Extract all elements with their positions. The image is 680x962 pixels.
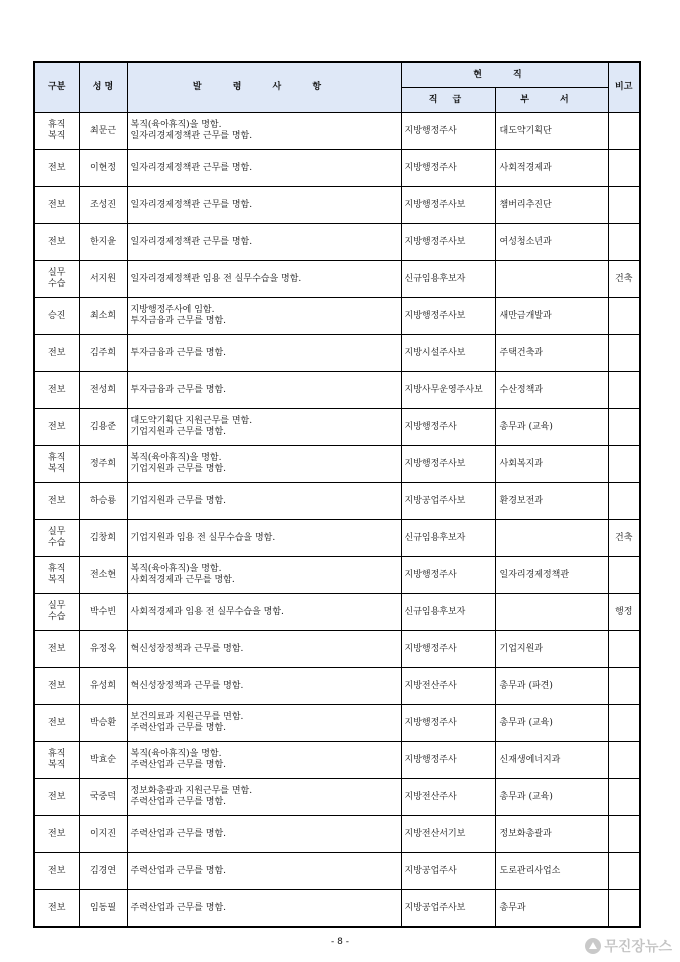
page-number: - 8 - — [331, 937, 349, 947]
note-cell — [608, 113, 640, 150]
dept-cell: 일자리경제정책관 — [495, 557, 608, 594]
note-cell — [608, 446, 640, 483]
table-row — [34, 779, 640, 816]
order-cell: 사회적경제과 임용 전 실무수습을 명함. — [127, 594, 401, 631]
name-cell: 박효순 — [79, 742, 127, 779]
order-cell: 투자금융과 근무를 명함. — [127, 335, 401, 372]
table-row — [34, 594, 640, 631]
note-cell — [608, 742, 640, 779]
category-text: 전보 — [48, 421, 66, 432]
dept-cell: 총무과 (교육) — [495, 409, 608, 446]
name-cell: 김용준 — [79, 409, 127, 446]
category-cell — [34, 890, 79, 928]
order-cell: 일자리경제정책관 근무를 명함. — [127, 150, 401, 187]
header-grade: 직 급 — [401, 88, 495, 113]
grade-cell: 지방행정주사보 — [401, 187, 495, 224]
category-cell — [34, 261, 79, 298]
note-cell — [608, 890, 640, 928]
dept-cell: 총무과 — [495, 890, 608, 928]
order-cell: 일자리경제정책관 근무를 명함. — [127, 187, 401, 224]
table-row — [34, 890, 640, 928]
name-cell: 박수빈 — [79, 594, 127, 631]
category-cell — [34, 113, 79, 150]
order-cell: 복직(육아휴직)을 명함. 사회적경제과 근무를 명함. — [127, 557, 401, 594]
category-text: 휴직 복직 — [48, 749, 66, 770]
dept-cell: 새만금개발과 — [495, 298, 608, 335]
category-text: 휴직 복직 — [48, 564, 66, 585]
grade-cell: 지방공업주사 — [401, 853, 495, 890]
table-row — [34, 483, 640, 520]
note-cell — [608, 853, 640, 890]
category-text: 전보 — [48, 828, 66, 839]
header-dept: 부 서 — [495, 88, 608, 113]
grade-cell: 신규임용후보자 — [401, 594, 495, 631]
dept-cell: 사회복지과 — [495, 446, 608, 483]
table-row — [34, 298, 640, 335]
table-row — [34, 816, 640, 853]
table-row — [34, 520, 640, 557]
table-row — [34, 261, 640, 298]
grade-cell: 지방행정주사 — [401, 113, 495, 150]
note-cell: 건축 — [608, 261, 640, 298]
category-cell — [34, 150, 79, 187]
dept-cell: 총무과 (파견) — [495, 668, 608, 705]
header-order: 발 령 사 항 — [127, 62, 401, 113]
dept-cell: 챔버리추진단 — [495, 187, 608, 224]
table-row — [34, 187, 640, 224]
category-text: 실무 수습 — [48, 601, 66, 622]
category-cell — [34, 631, 79, 668]
category-text: 전보 — [48, 236, 66, 247]
order-cell: 일자리경제정책관 임용 전 실무수습을 명함. — [127, 261, 401, 298]
grade-cell: 지방행정주사 — [401, 557, 495, 594]
table-row — [34, 631, 640, 668]
table-row — [34, 705, 640, 742]
table-row — [34, 557, 640, 594]
grade-cell: 지방공업주사보 — [401, 483, 495, 520]
dept-cell: 도로관리사업소 — [495, 853, 608, 890]
order-cell: 주력산업과 근무를 명함. — [127, 890, 401, 928]
category-cell — [34, 557, 79, 594]
dept-cell — [495, 520, 608, 557]
grade-cell: 신규임용후보자 — [401, 261, 495, 298]
dept-cell — [495, 594, 608, 631]
category-cell — [34, 483, 79, 520]
dept-cell: 환경보전과 — [495, 483, 608, 520]
table-row — [34, 409, 640, 446]
header-note: 비고 — [608, 62, 640, 113]
header-name: 성 명 — [79, 62, 127, 113]
category-text: 전보 — [48, 495, 66, 506]
category-text: 휴직 복직 — [48, 453, 66, 474]
watermark-text: 무진장뉴스 — [604, 939, 672, 955]
category-text: 휴직 복직 — [48, 120, 66, 141]
order-cell: 투자금융과 근무를 명함. — [127, 372, 401, 409]
note-cell — [608, 298, 640, 335]
table-row — [34, 335, 640, 372]
name-cell: 박승환 — [79, 705, 127, 742]
name-cell: 김주희 — [79, 335, 127, 372]
grade-cell: 지방시설주사보 — [401, 335, 495, 372]
dept-cell: 수산정책과 — [495, 372, 608, 409]
note-cell — [608, 372, 640, 409]
order-cell: 주력산업과 근무를 명함. — [127, 853, 401, 890]
dept-cell — [495, 261, 608, 298]
note-cell: 건축 — [608, 520, 640, 557]
note-cell — [608, 483, 640, 520]
category-text: 전보 — [48, 199, 66, 210]
name-cell: 이현정 — [79, 150, 127, 187]
table-row — [34, 446, 640, 483]
name-cell: 이지진 — [79, 816, 127, 853]
grade-cell: 지방행정주사보 — [401, 446, 495, 483]
note-cell — [608, 779, 640, 816]
name-cell: 서지원 — [79, 261, 127, 298]
header-category: 구분 — [34, 62, 79, 113]
personnel-table — [33, 61, 641, 928]
category-cell — [34, 520, 79, 557]
grade-cell: 지방전산주사 — [401, 668, 495, 705]
table-row — [34, 113, 640, 150]
name-cell: 김창희 — [79, 520, 127, 557]
category-cell — [34, 779, 79, 816]
order-cell: 주력산업과 근무를 명함. — [127, 816, 401, 853]
name-cell: 김경연 — [79, 853, 127, 890]
name-cell: 조성진 — [79, 187, 127, 224]
name-cell: 임동필 — [79, 890, 127, 928]
name-cell: 한지윤 — [79, 224, 127, 261]
note-cell — [608, 557, 640, 594]
table-row — [34, 668, 640, 705]
dept-cell: 사회적경제과 — [495, 150, 608, 187]
table-row — [34, 372, 640, 409]
order-cell: 복직(육아휴직)을 명함. 기업지원과 근무를 명함. — [127, 446, 401, 483]
note-cell — [608, 668, 640, 705]
grade-cell: 지방행정주사보 — [401, 224, 495, 261]
category-text: 실무 수습 — [48, 268, 66, 289]
grade-cell: 지방행정주사 — [401, 705, 495, 742]
order-cell: 기업지원과 임용 전 실무수습을 명함. — [127, 520, 401, 557]
category-text: 전보 — [48, 791, 66, 802]
category-text: 전보 — [48, 680, 66, 691]
grade-cell: 지방행정주사 — [401, 742, 495, 779]
table-row — [34, 853, 640, 890]
table-row — [34, 742, 640, 779]
note-cell — [608, 224, 640, 261]
category-text: 전보 — [48, 717, 66, 728]
category-text: 전보 — [48, 347, 66, 358]
name-cell: 최소희 — [79, 298, 127, 335]
order-cell: 복직(육아휴직)을 명함. 일자리경제정책관 근무를 명함. — [127, 113, 401, 150]
order-cell: 지방행정주사에 임함. 투자금융과 근무를 명함. — [127, 298, 401, 335]
mountain-logo-icon — [585, 938, 601, 954]
category-cell — [34, 668, 79, 705]
note-cell — [608, 705, 640, 742]
dept-cell: 총무과 (교육) — [495, 705, 608, 742]
note-cell: 행정 — [608, 594, 640, 631]
watermark — [585, 936, 672, 956]
category-cell — [34, 224, 79, 261]
category-text: 전보 — [48, 384, 66, 395]
dept-cell: 정보화총괄과 — [495, 816, 608, 853]
dept-cell: 신재생에너지과 — [495, 742, 608, 779]
order-cell: 혁신성장정책과 근무를 명함. — [127, 631, 401, 668]
category-cell — [34, 742, 79, 779]
category-text: 전보 — [48, 643, 66, 654]
dept-cell: 주택건축과 — [495, 335, 608, 372]
grade-cell: 지방행정주사 — [401, 150, 495, 187]
category-cell — [34, 446, 79, 483]
dept-cell: 총무과 (교육) — [495, 779, 608, 816]
order-cell: 대도약기획단 지원근무를 면함. 기업지원과 근무를 명함. — [127, 409, 401, 446]
grade-cell: 지방사무운영주사보 — [401, 372, 495, 409]
name-cell: 하승룡 — [79, 483, 127, 520]
grade-cell: 지방공업주사보 — [401, 890, 495, 928]
category-cell — [34, 705, 79, 742]
dept-cell: 여성청소년과 — [495, 224, 608, 261]
name-cell: 유성희 — [79, 668, 127, 705]
order-cell: 기업지원과 근무를 명함. — [127, 483, 401, 520]
category-cell — [34, 335, 79, 372]
note-cell — [608, 409, 640, 446]
grade-cell: 지방전산주사 — [401, 779, 495, 816]
order-cell: 일자리경제정책관 근무를 명함. — [127, 224, 401, 261]
dept-cell: 대도약기획단 — [495, 113, 608, 150]
category-cell — [34, 853, 79, 890]
table-row — [34, 150, 640, 187]
note-cell — [608, 187, 640, 224]
header-current-position: 현 직 — [401, 62, 608, 88]
category-cell — [34, 298, 79, 335]
name-cell: 최문근 — [79, 113, 127, 150]
order-cell: 정보화총괄과 지원근무를 면함. 주력산업과 근무를 명함. — [127, 779, 401, 816]
name-cell: 국중덕 — [79, 779, 127, 816]
category-cell — [34, 409, 79, 446]
grade-cell: 지방행정주사 — [401, 409, 495, 446]
category-cell — [34, 594, 79, 631]
category-text: 전보 — [48, 865, 66, 876]
category-text: 실무 수습 — [48, 527, 66, 548]
grade-cell: 지방행정주사 — [401, 631, 495, 668]
category-cell — [34, 372, 79, 409]
name-cell: 전소현 — [79, 557, 127, 594]
grade-cell: 지방행정주사보 — [401, 298, 495, 335]
grade-cell: 신규임용후보자 — [401, 520, 495, 557]
name-cell: 전성희 — [79, 372, 127, 409]
category-cell — [34, 187, 79, 224]
note-cell — [608, 335, 640, 372]
table-row — [34, 224, 640, 261]
category-cell — [34, 816, 79, 853]
order-cell: 복직(육아휴직)을 명함. 주력산업과 근무를 명함. — [127, 742, 401, 779]
category-text: 승진 — [48, 310, 66, 321]
name-cell: 정주희 — [79, 446, 127, 483]
name-cell: 유정옥 — [79, 631, 127, 668]
note-cell — [608, 150, 640, 187]
order-cell: 보건의료과 지원근무를 면함. 주력산업과 근무를 명함. — [127, 705, 401, 742]
category-text: 전보 — [48, 162, 66, 173]
note-cell — [608, 631, 640, 668]
note-cell — [608, 816, 640, 853]
category-text: 전보 — [48, 902, 66, 913]
dept-cell: 기업지원과 — [495, 631, 608, 668]
order-cell: 혁신성장정책과 근무를 명함. — [127, 668, 401, 705]
grade-cell: 지방전산서기보 — [401, 816, 495, 853]
